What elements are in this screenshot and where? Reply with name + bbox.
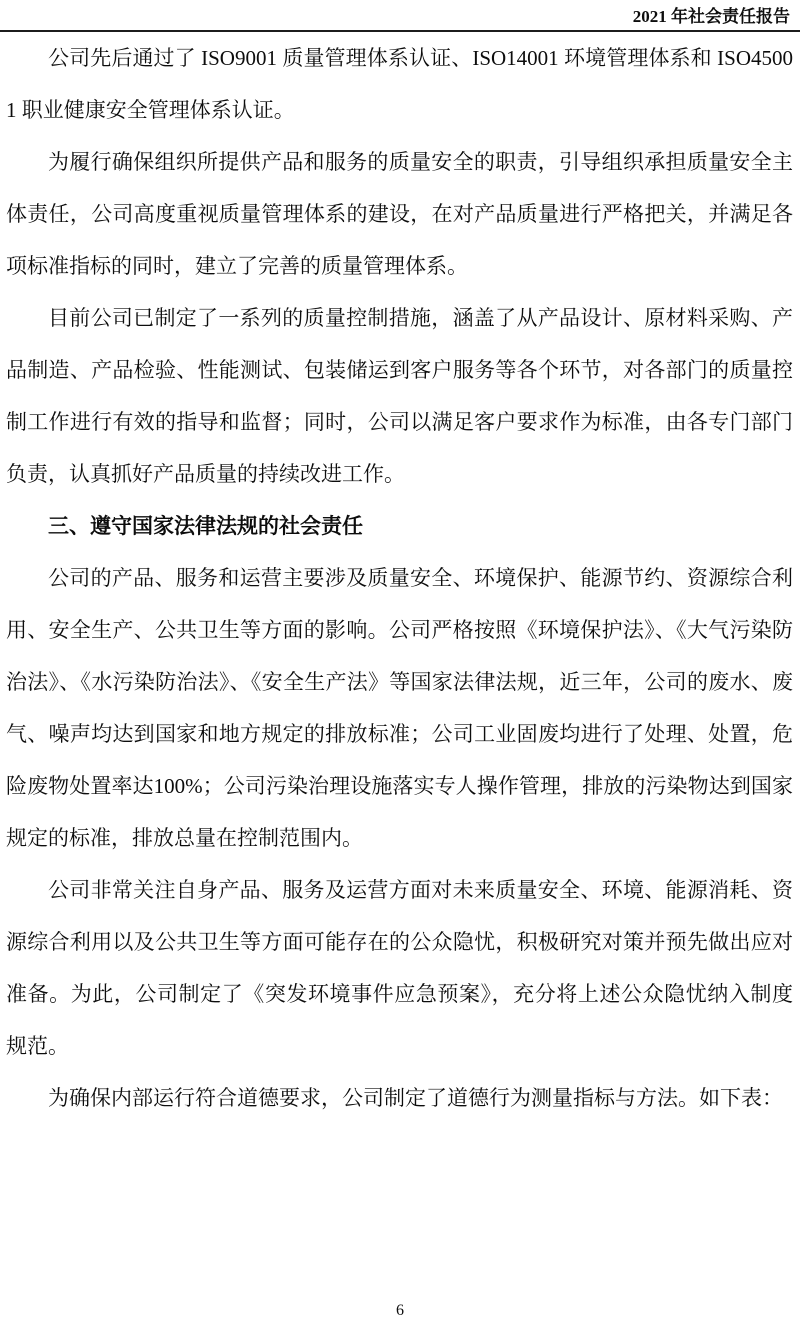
body-paragraph: 为履行确保组织所提供产品和服务的质量安全的职责，引导组织承担质量安全主体责任，公司高度重视质量管理体系的建设，在对产品质量进行严格把关，并满足各项标准指标的同时，建立了完善的质量管理体系。 (6, 150, 793, 278)
document-body (0, 32, 800, 1124)
body-paragraph: 目前公司已制定了一系列的质量控制措施，涵盖了从产品设计、原材料采购、产品制造、产品检验、性能测试、包装储运到客户服务等各个环节，对各部门的质量控制工作进行有效的指导和监督；同时，公司以满足客户要求作为标准，由各专门部门负责，认真抓好产品质量的持续改进工作。 (6, 306, 793, 486)
body-paragraph: 公司的产品、服务和运营主要涉及质量安全、环境保护、能源节约、资源综合利用、安全生产、公共卫生等方面的影响。公司严格按照《环境保护法》、《大气污染防治法》、《水污染防治法》、《安全生产法》等国家法律法规，近三年，公司的废水、废气、噪声均达到国家和地方规定的排放标准；公司工业固废均进行了处理、处置，危险废物处置率达100%；公司污染治理设施落实专人操作管理，排放的污染物达到国家规定的标准，排放总量在控制范围内。 (6, 566, 793, 850)
body-paragraph: 为确保内部运行符合道德要求，公司制定了道德行为测量指标与方法。如下表： (48, 1086, 783, 1110)
page-footer (0, 1301, 800, 1321)
body-paragraph: 公司先后通过了 ISO9001 质量管理体系认证、ISO14001 环境管理体系和 ISO45001 职业健康安全管理体系认证。 (6, 46, 793, 122)
section-heading: 三、遵守国家法律法规的社会责任 (48, 514, 363, 538)
page-header (0, 0, 800, 30)
header-title: 2021 年社会责任报告 (632, 7, 790, 26)
page-number: 6 (396, 1302, 404, 1319)
body-paragraph: 公司非常关注自身产品、服务及运营方面对未来质量安全、环境、能源消耗、资源综合利用以及公共卫生等方面可能存在的公众隐忧，积极研究对策并预先做出应对准备。为此，公司制定了《突发环境事件应急预案》，充分将上述公众隐忧纳入制度规范。 (6, 878, 793, 1058)
